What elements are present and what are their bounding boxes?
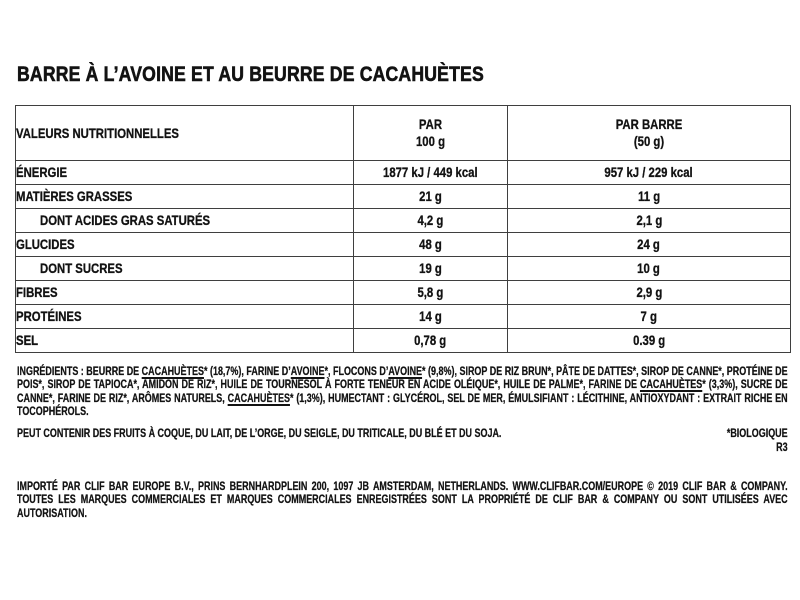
row-label: GLUCIDES bbox=[16, 237, 75, 252]
row-perbar-value: 2,1 g bbox=[636, 213, 662, 228]
row-perbar-value: 2,9 g bbox=[636, 285, 662, 300]
row-perbar-value: 10 g bbox=[637, 261, 661, 276]
table-row-sel bbox=[16, 329, 791, 353]
row-per100-value: 14 g bbox=[419, 309, 442, 324]
revision-code: R3 bbox=[776, 442, 788, 455]
row-per100-value: 21 g bbox=[419, 189, 442, 204]
header-per100-cell bbox=[354, 106, 508, 161]
row-perbar-value: 0.39 g bbox=[632, 333, 666, 348]
row-label: ÉNERGIE bbox=[16, 165, 68, 180]
header-values-cell bbox=[16, 106, 354, 161]
row-per100-value: 1877 kJ / 449 kcal bbox=[383, 165, 478, 180]
header-values-label: VALEURS NUTRITIONNELLES bbox=[16, 125, 179, 141]
allergen-warning: PEUT CONTENIR DES FRUITS À COQUE, DU LAIT, DE L’ORGE, DU SEIGLE, DU TRITICALE, DU BLÉ ET DU SOJA. bbox=[17, 428, 502, 440]
allergen-row bbox=[17, 428, 788, 441]
row-label: DONT ACIDES GRAS SATURÉS bbox=[40, 213, 211, 228]
row-label: MATIÈRES GRASSES bbox=[16, 189, 133, 204]
row-perbar-value: 7 g bbox=[640, 309, 658, 324]
nutrition-table bbox=[15, 105, 791, 353]
header-perbar-label: PAR BARRE (50 g) bbox=[615, 117, 683, 149]
table-header-row bbox=[16, 106, 791, 161]
row-label: SEL bbox=[16, 333, 39, 348]
row-per100-value: 4,2 g bbox=[417, 213, 444, 228]
importer-footer: IMPORTÉ PAR CLIF BAR EUROPE B.V., PRINS BERNHARDPLEIN 200, 1097 JB AMSTERDAM, NETHERLANDS. WWW.CLIFBAR.COM/EUROPE © 2019 CLIF BAR & COMPANY. TOUTES LES MARQUES COMMERCIALES ET MARQUES COMMERCIALES ENREGISTRÉES SONT LA PROPRIÉTÉ DE CLIF BAR & COMPANY OU SONT UTILISÉES AVEC AUTORISATION. bbox=[17, 481, 788, 520]
row-per100-value: 48 g bbox=[419, 237, 442, 252]
row-label: FIBRES bbox=[16, 285, 58, 300]
row-label: PROTÉINES bbox=[16, 309, 82, 324]
row-per100-value: 0,78 g bbox=[414, 333, 447, 348]
row-per100-value: 5,8 g bbox=[417, 285, 444, 300]
organic-note: *BIOLOGIQUE bbox=[726, 428, 788, 440]
table-row-acides-gras-satures bbox=[16, 209, 791, 233]
row-per100-value: 19 g bbox=[419, 261, 442, 276]
table-row-fibres bbox=[16, 281, 791, 305]
table-row-proteines bbox=[16, 305, 791, 329]
row-perbar-value: 957 kJ / 229 kcal bbox=[604, 165, 694, 180]
table-row-energie bbox=[16, 161, 791, 185]
table-row-glucides bbox=[16, 233, 791, 257]
product-title-text: BARRE À L’AVOINE ET AU BEURRE DE CACAHUÈTES bbox=[17, 63, 484, 86]
table-row-sucres bbox=[16, 257, 791, 281]
row-label: DONT SUCRES bbox=[40, 261, 123, 276]
table-row-matieres-grasses bbox=[16, 185, 791, 209]
row-perbar-value: 24 g bbox=[637, 237, 661, 252]
allergen-block bbox=[17, 428, 788, 456]
header-per100-label: PAR 100 g bbox=[415, 117, 446, 149]
ingredients-paragraph: INGRÉDIENTS : BEURRE DE CACAHUÈTES* (18,7%), FARINE D’AVOINE*, FLOCONS D’AVOINE* (9,8%), SIROP DE RIZ BRUN*, PÂTE DE DATTES*, SIROP DE CANNE*, PROTÉINE DE POIS*, SIROP DE TAPIOCA*, AMIDON DE RIZ*, HUILE DE TOURNESOL À FORTE TENEUR EN ACIDE OLÉIQUE*, HUILE DE PALME*, FARINE DE CACAHUÈTES* (3,3%), SUCRE DE CANNE*, FARINE DE RIZ*, ARÔMES NATURELS, CACAHUÈTES* (1,3%), HUMECTANT : GLYCÉROL, SEL DE MER, ÉMULSIFIANT : LÉCITHINE, ANTIOXYDANT : EXTRAIT RICHE EN TOCOPHÉROLS. bbox=[17, 366, 788, 419]
header-perbar-cell bbox=[508, 106, 791, 161]
product-title bbox=[17, 62, 573, 88]
row-perbar-value: 11 g bbox=[637, 189, 661, 204]
